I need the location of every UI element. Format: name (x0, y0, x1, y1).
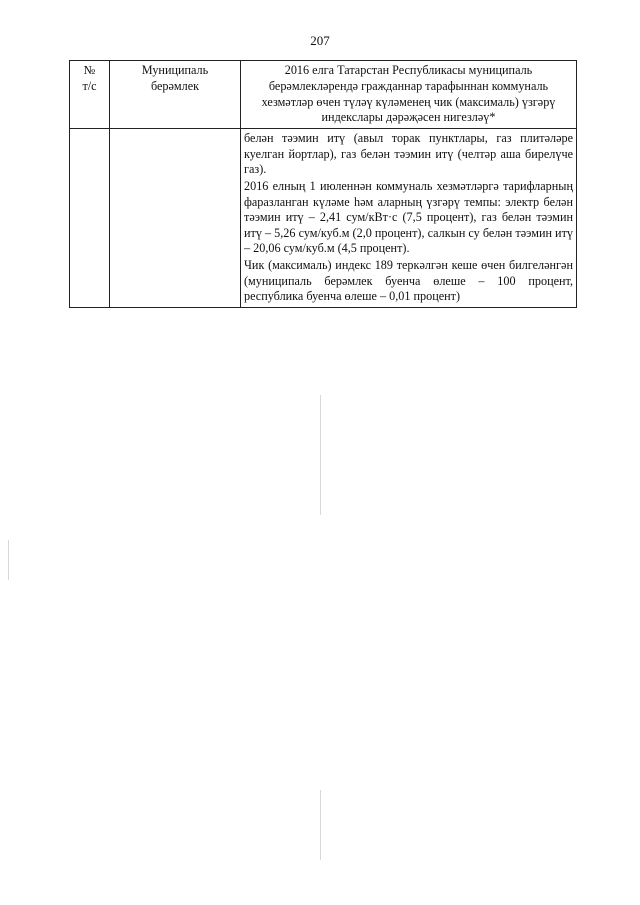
scan-artifact-line-3 (8, 540, 9, 580)
info-paragraph-2: 2016 елның 1 июленнән коммуналь хезмәтләргә тарифларның фаразланган күләме һәм аларның үзгәрү темпы: электр белән тәэмин итү – 2,41 сум/кВт·с (7,5 процент), газ белән тәэмин итү – 5,26 сум/куб.м (2,0 процент), салкын су белән тәэмин итү – 20,06 сум/куб.м (4,5 процент). (244, 178, 573, 256)
info-paragraph-1: белән тәэмин итү (авыл торак пунктлары, газ плитәләре куелган йортлар), газ белән тәэмин итү (челтәр аша бирелүче газ). (244, 131, 573, 177)
header-info: 2016 елга Татарстан Республикасы муниципаль берәмлекләрендә гражданнар тарафыннан коммуналь хезмәтләр өчен түләү күләменең чик (максималь) үзгәрү индекслары дәрәҗәсен нигезләү* (241, 61, 577, 129)
header-number (70, 61, 110, 129)
scan-artifact-line-2 (320, 790, 321, 860)
header-municipality-line2: берәмлек (150, 78, 200, 93)
header-row (70, 61, 577, 129)
tariff-table (69, 60, 577, 308)
table-header (70, 61, 577, 129)
cell-info (241, 129, 577, 308)
table-body (70, 129, 577, 308)
header-municipality-line1: Муниципаль (141, 63, 209, 77)
header-number-line2: т/с (82, 78, 97, 93)
header-municipality (110, 61, 241, 129)
header-number-line1: № (83, 63, 96, 77)
scan-artifact-line-1 (320, 395, 321, 515)
info-paragraph-3: Чик (максималь) индекс 189 теркәлгән кеше өчен билгеләнгән (муниципаль берәмлек буенча өлеше – 100 процент, республика буенча өлеше – 0,01 процент) (244, 257, 573, 304)
page-number: 207 (310, 33, 330, 48)
cell-number (70, 129, 110, 308)
table-row (70, 129, 577, 308)
cell-municipality (110, 129, 241, 308)
